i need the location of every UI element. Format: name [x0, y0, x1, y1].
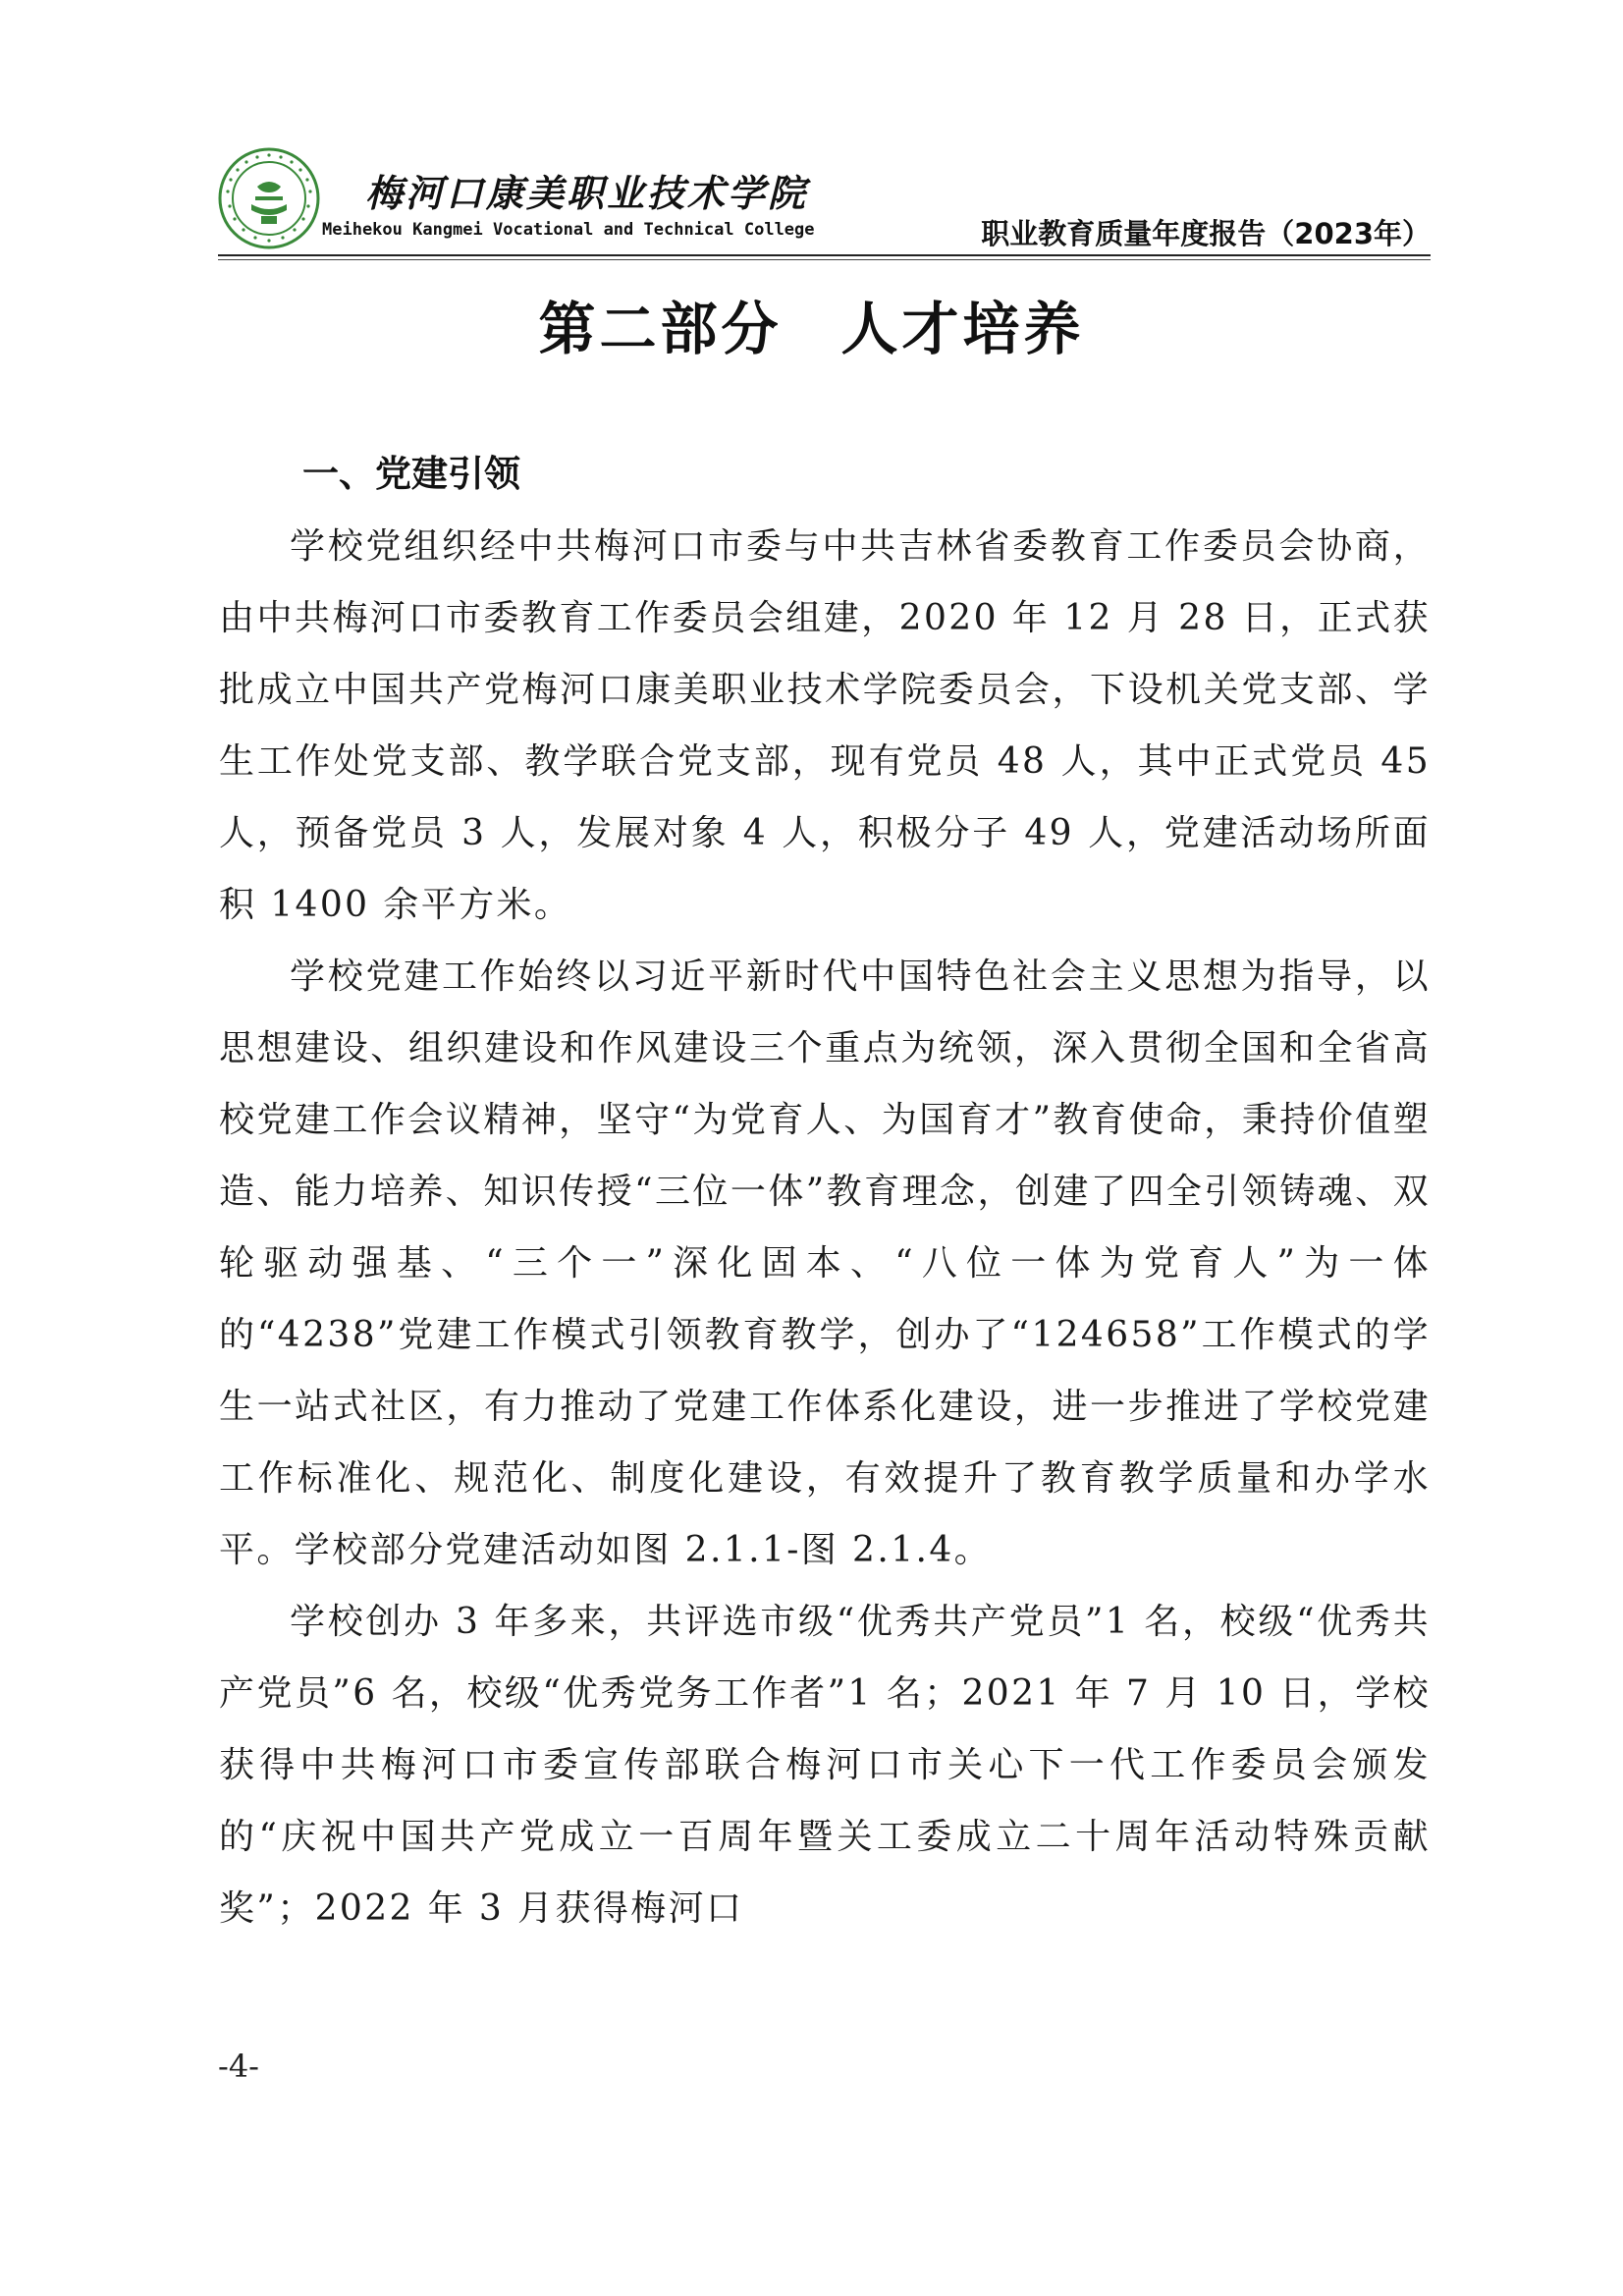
section-heading: 一、党建引领: [302, 453, 520, 495]
report-title: 职业教育质量年度报告（2023年）: [981, 217, 1431, 250]
part-title: [0, 283, 1623, 365]
college-name-en: Meihekou Kangmei Vocational and Technical College: [322, 220, 815, 240]
college-name-cn: 梅河口康美职业技术学院: [365, 171, 809, 215]
paragraph: 学校党建工作始终以习近平新时代中国特色社会主义思想为指导，以思想建设、组织建设和作风建设三个重点为统领，深入贯彻全国和全省高校党建工作会议精神，坚守“为党育人、为国育才”教育使命，秉持价值塑造、能力培养、知识传授“三位一体”教育理念，创建了四全引领铸魂、双轮驱动强基、“三个一”深化固本、“八位一体为党育人”为一体的“4238”党建工作模式引领教育教学，创办了“124658”工作模式的学生一站式社区，有力推动了党建工作体系化建设，进一步推进了学校党建工作标准化、规范化、制度化建设，有效提升了教育教学质量和办学水平。学校部分党建活动如图 2.1.1-图 2.1.4。: [219, 957, 1431, 1570]
paragraph: 学校创办 3 年多来，共评选市级“优秀共产党员”1 名，校级“优秀共产党员”6 名，校级“优秀党务工作者”1 名；2021 年 7 月 10 日，学校获得中共梅河口市委宣传部联合梅河口市关心下一代工作委员会颁发的“庆祝中国共产党成立一百周年暨关工委成立二十周年活动特殊贡献奖”；2022 年 3 月获得梅河口: [219, 1602, 1431, 1929]
college-seal-icon: [218, 147, 320, 249]
part-title-name: 人才培养: [840, 296, 1085, 362]
body-text: [219, 511, 1431, 1944]
part-title-number: 第二部分: [538, 296, 783, 362]
header-divider-thin: [218, 259, 1431, 260]
page-header: [218, 145, 1431, 255]
header-divider: [218, 254, 1431, 256]
page-number: -4-: [218, 2048, 259, 2085]
paragraph: 学校党组织经中共梅河口市委与中共吉林省委教育工作委员会协商，由中共梅河口市委教育工作委员会组建，2020 年 12 月 28 日，正式获批成立中国共产党梅河口康美职业技术学院委员会，下设机关党支部、学生工作处党支部、教学联合党支部，现有党员 48 人，其中正式党员 45 人，预备党员 3 人，发展对象 4 人，积极分子 49 人，党建活动场所面积 1400 余平方米。: [219, 526, 1431, 925]
